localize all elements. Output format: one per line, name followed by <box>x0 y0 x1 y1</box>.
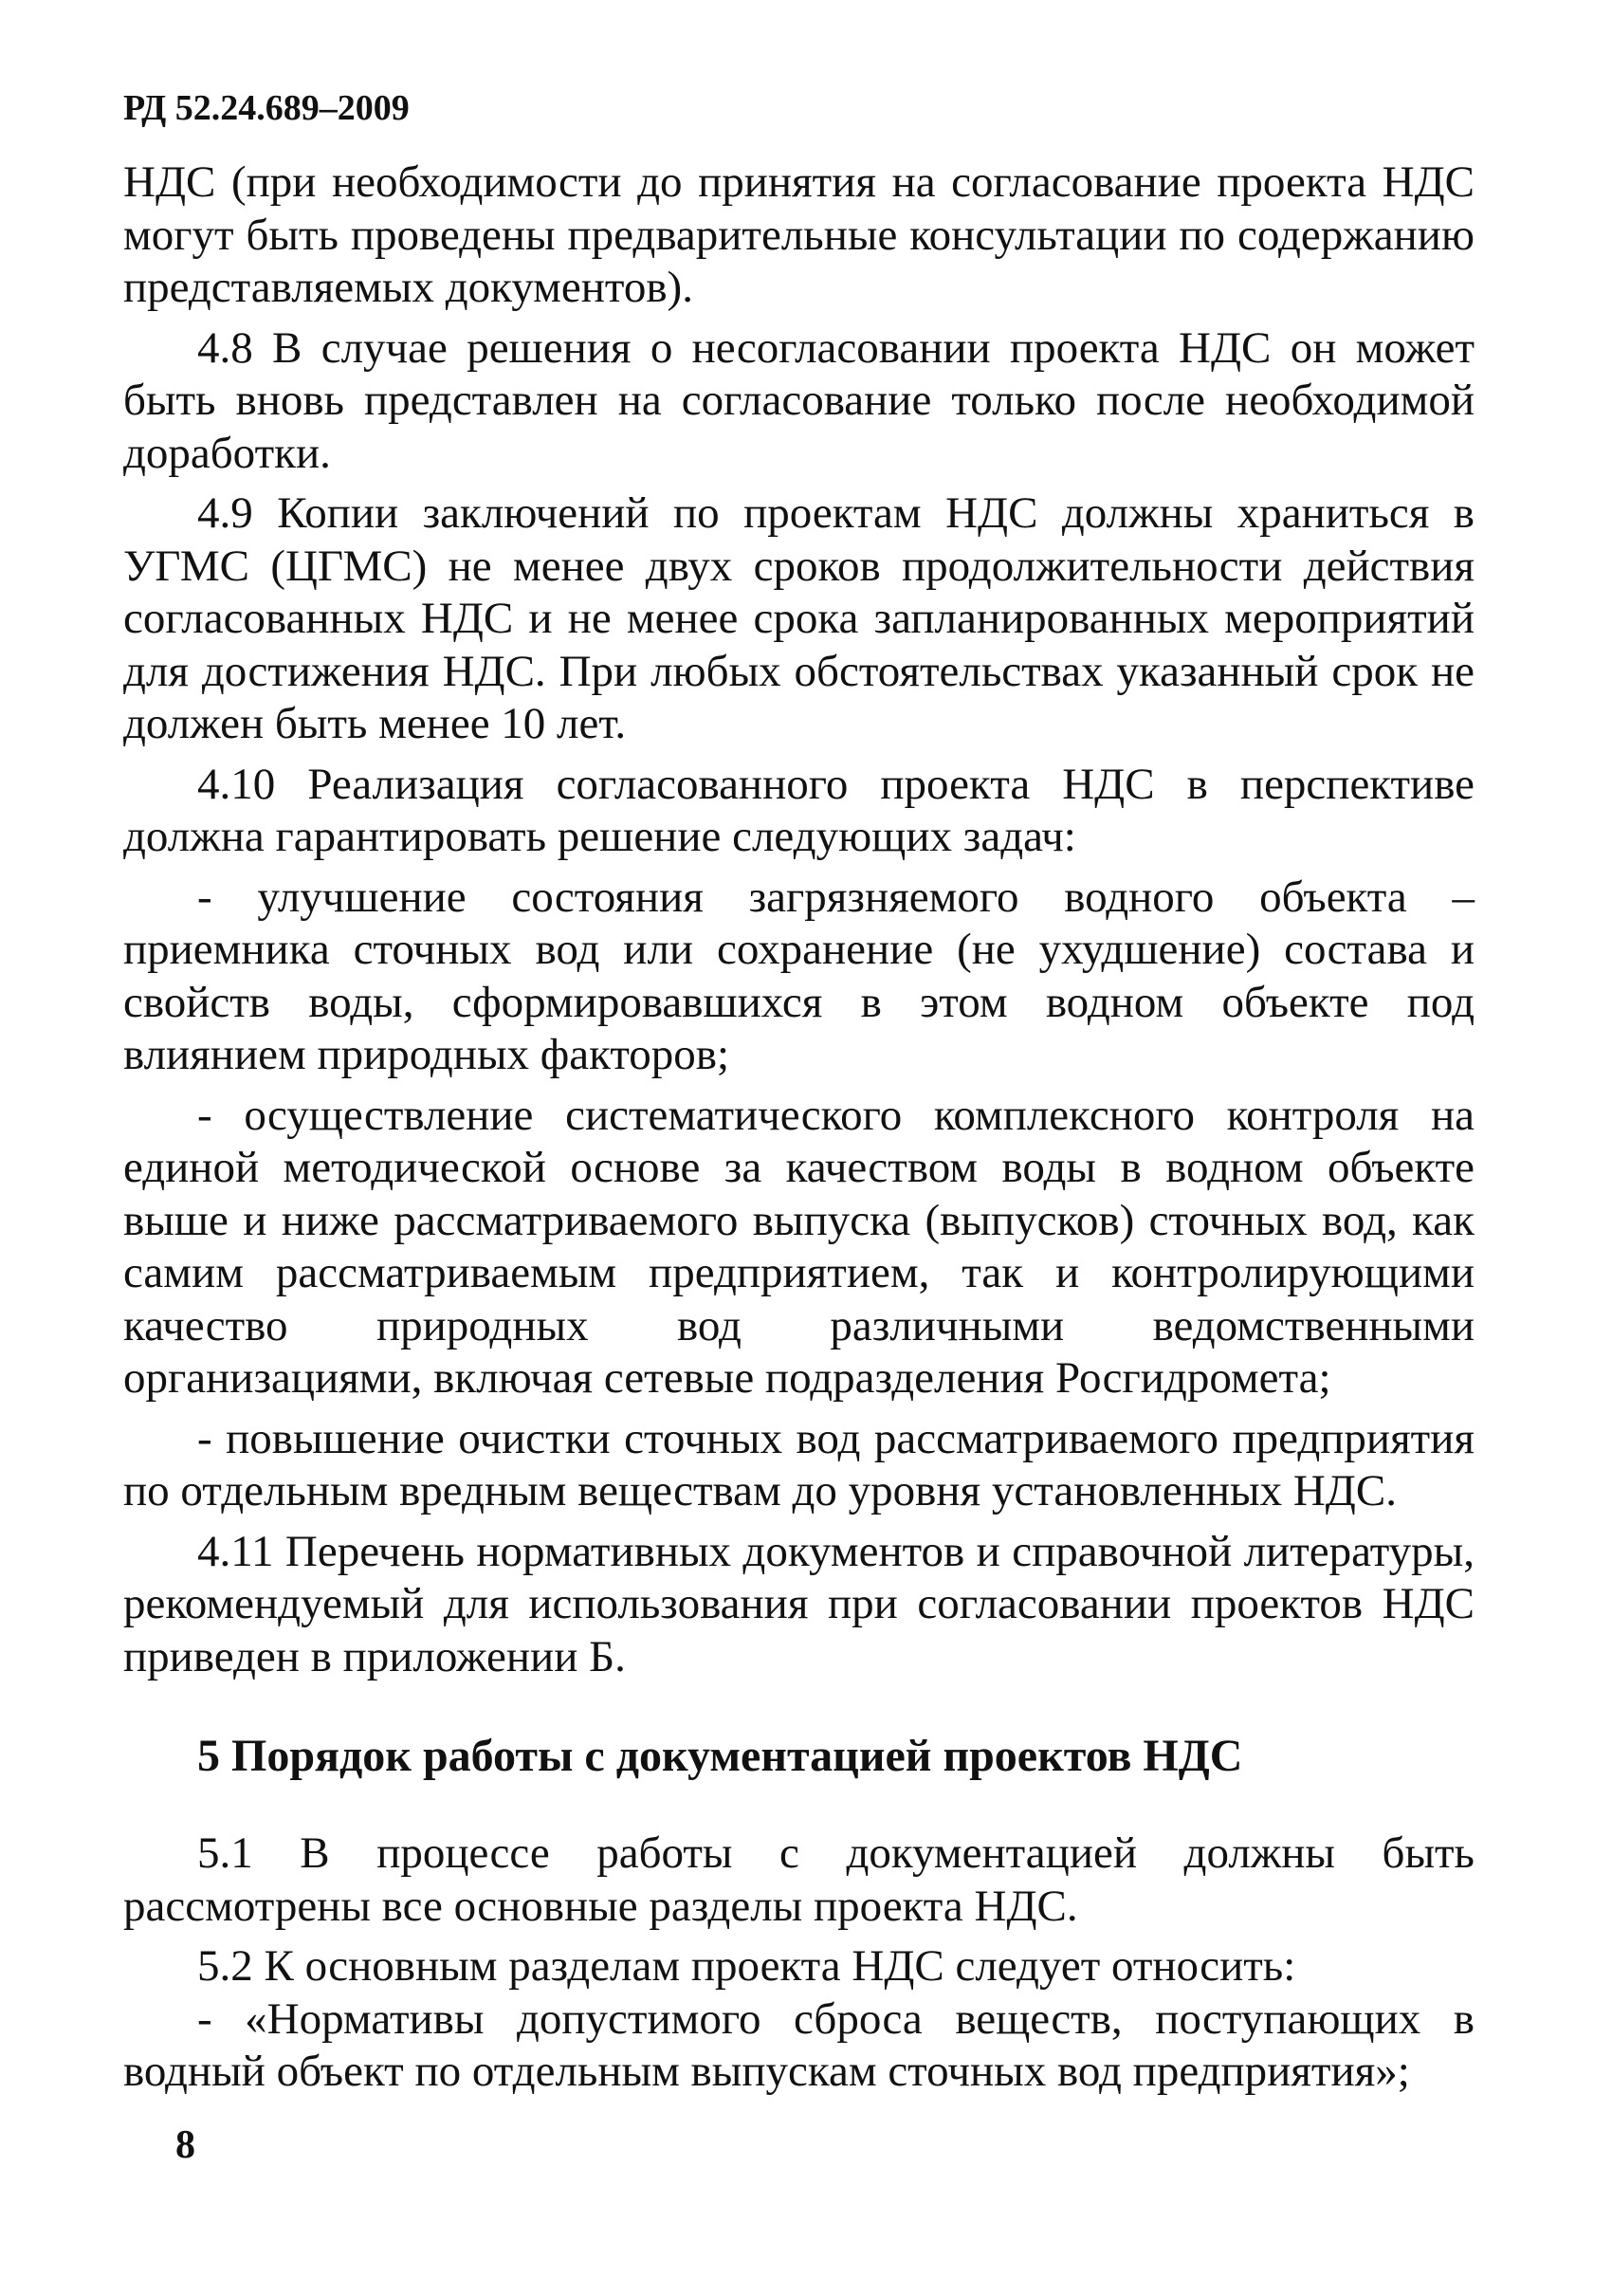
document-body <box>123 156 1475 2099</box>
list-item-4-10-a: - улучшение состояния загрязняемого водного объекта – приемника сточных вод или сохранение (не ухудшение) состава и свойств воды, сформировавшихся в этом водном объекте под влиянием природных факторов; <box>123 872 1475 1079</box>
page-number: 8 <box>175 2123 195 2167</box>
paragraph-5-1: 5.1 В процессе работы с документацией должны быть рассмотрены все основные разделы проекта НДС. <box>123 1828 1475 1931</box>
paragraph-4-9: 4.9 Копии заключений по проектам НДС должны храниться в УГМС (ЦГМС) не менее двух сроков продолжительности действия согласованных НДС и не менее срока запланированных мероприятий для достижения НДС. При любых обстоятельствах указанный срок не должен быть менее 10 лет. <box>123 488 1475 748</box>
paragraph-5-2: 5.2 К основным разделам проекта НДС следует относить: <box>197 1941 1296 1991</box>
list-item-4-10-b: - осуществление систематического комплексного контроля на единой методической основе за качеством воды в водном объекте выше и ниже рассматриваемого выпуска (выпусков) сточных вод, как самим рассматриваемым предприятием, так и контролирующими качество природных вод различными ведомственными организациями, включая сетевые подразделения Росгидромета; <box>123 1090 1475 1403</box>
paragraph-4-10: 4.10 Реализация согласованного проекта НДС в перспективе должна гарантировать решение следующих задач: <box>123 759 1475 861</box>
document-code-header: РД 52.24.689–2009 <box>123 88 410 128</box>
paragraph-4-8: 4.8 В случае решения о несогласовании проекта НДС он может быть вновь представлен на согласование только после необходимой доработки. <box>123 322 1475 478</box>
list-item-5-2-a: - «Нормативы допустимого сброса веществ, поступающих в водный объект по отдельным выпускам сточных вод предприятия»; <box>123 1993 1475 2096</box>
list-item-4-10-c: - повышение очистки сточных вод рассматриваемого предприятия по отдельным вредным веществам до уровня установленных НДС. <box>123 1413 1475 1515</box>
section-5-heading: 5 Порядок работы с документацией проектов НДС <box>197 1731 1243 1781</box>
paragraph-continuation: НДС (при необходимости до принятия на согласование проекта НДС могут быть проведены предварительные консультации по содержанию представляемых документов). <box>123 157 1475 312</box>
paragraph-4-11: 4.11 Перечень нормативных документов и справочной литературы, рекомендуемый для использования при согласовании проектов НДС приведен в приложении Б. <box>123 1526 1475 1681</box>
